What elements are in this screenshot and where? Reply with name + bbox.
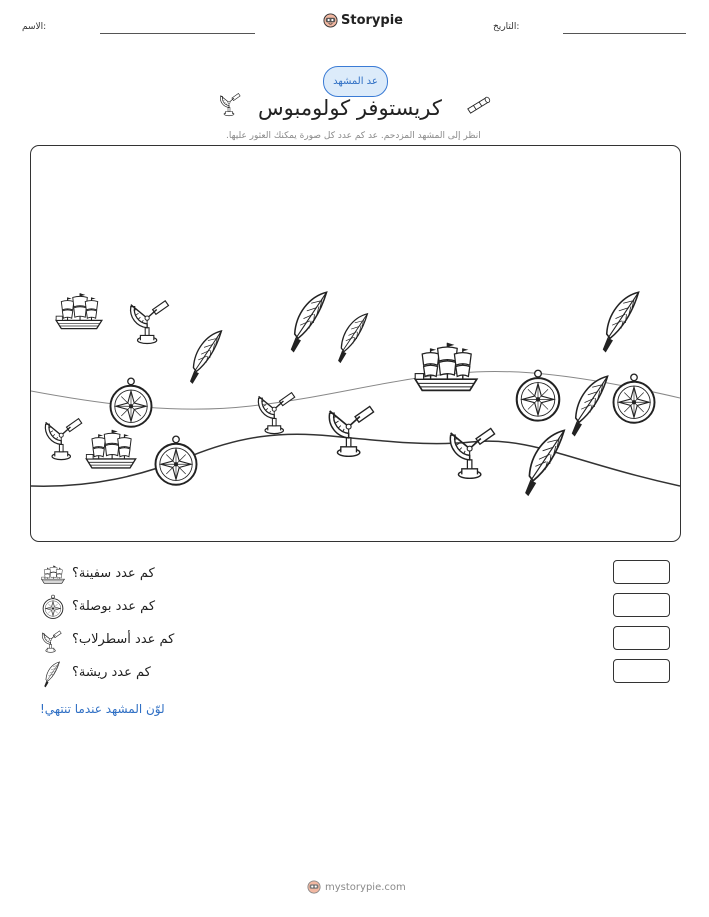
scene-astrolabe [131,301,169,344]
footer [307,880,406,894]
scene-quill [191,331,222,383]
scene-ship [56,293,102,328]
question-compass: كم عدد بوصلة؟ [72,599,156,614]
ship-icon [40,562,66,588]
brand-name: Storypie [341,13,403,28]
instructions: انظر إلى المشهد المزدحم. عد كم عدد كل صورة يمكنك العثور عليها. [226,131,481,141]
page-title: كريستوفر كولومبوس [258,96,442,120]
question-astrolabe: كم عدد أسطرلاب؟ [72,632,175,647]
scene-ship [415,343,477,391]
scene-astrolabe [45,419,81,460]
compass-icon [42,594,64,620]
scene-astrolabe [329,406,373,456]
answer-box-quill[interactable] [613,659,670,683]
footer-url[interactable]: mystorypie.com [325,881,406,893]
astrolabe-icon [40,628,64,654]
scene-quill [572,376,607,435]
colour-prompt: لوّن المشهد عندما تنتهي! [40,702,165,716]
storypie-mascot-icon [323,13,338,28]
storypie-mascot-icon [307,880,321,894]
answer-box-ship[interactable] [613,560,670,584]
scene-quill [526,430,564,495]
scene-quill [603,292,638,351]
scene-astrolabe [258,393,294,434]
question-quill: كم عدد ريشة؟ [72,665,151,680]
date-line[interactable] [563,33,686,34]
counting-scene [30,145,681,542]
astrolabe-icon [218,90,243,118]
date-label: التاريخ: [493,22,520,32]
name-line[interactable] [100,33,255,34]
scene-quill [339,314,368,363]
scene-compass [613,374,654,423]
question-ship: كم عدد سفينة؟ [72,566,155,581]
scene-astrolabe [450,428,494,478]
brand-logo [323,13,403,28]
name-label: الاسم: [22,22,47,32]
quill-icon [40,661,64,689]
scene-count-badge: عد المشهد [323,66,388,97]
scene-quill [291,292,326,351]
scene-ship [86,430,135,468]
scene-compass [110,378,151,427]
answer-box-compass[interactable] [613,593,670,617]
scene-compass [155,436,196,485]
scene-canvas [31,146,680,541]
scene-compass [517,370,560,420]
answer-box-astrolabe[interactable] [613,626,670,650]
spyglass-icon [465,93,493,115]
